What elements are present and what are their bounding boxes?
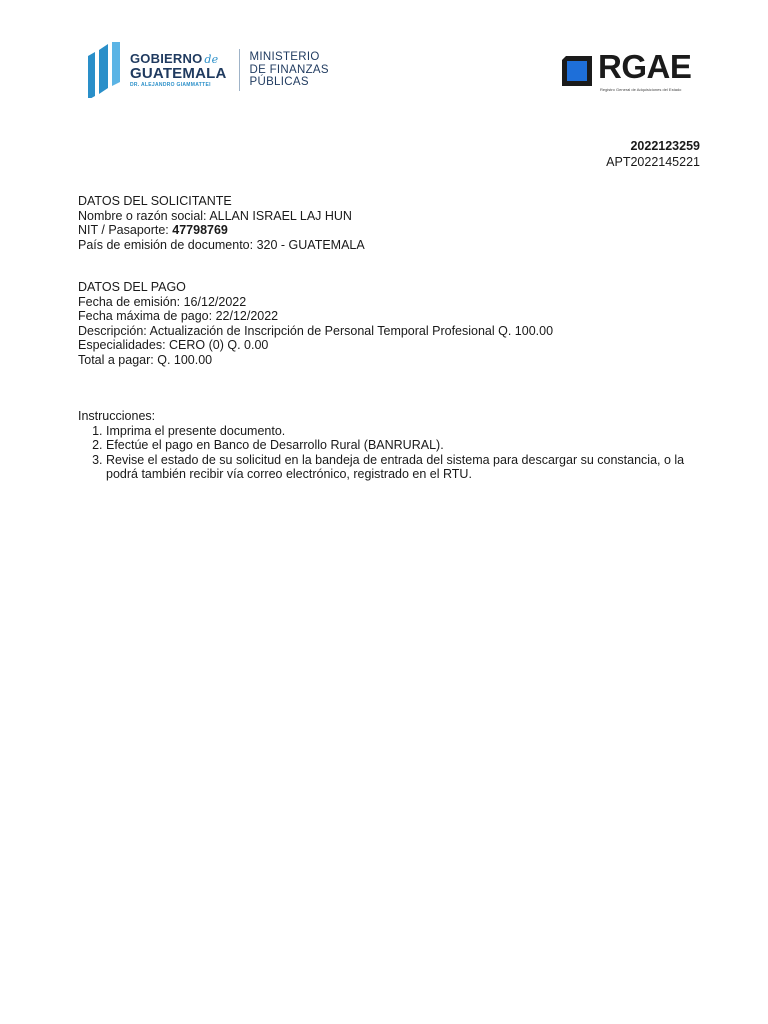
document-header (86, 40, 702, 102)
instructions-list (78, 424, 702, 482)
description-label: Descripción: (78, 323, 150, 338)
emission-date-row (78, 295, 702, 310)
country-value: 320 - GUATEMALA (256, 237, 365, 252)
instruction-item: 2. Efectúe el pago en Banco de Desarrollo Rural (BANRURAL). (106, 438, 702, 453)
pago-heading: DATOS DEL PAGO (78, 280, 186, 294)
emission-date-label: Fecha de emisión: (78, 294, 184, 309)
president-name: DR. ALEJANDRO GIAMMATTEI (130, 82, 211, 88)
gobierno-text: GOBIERNO (130, 51, 203, 66)
logo-divider (239, 49, 240, 91)
specialties-value: CERO (0) Q. 0.00 (169, 338, 269, 352)
nit-row (78, 223, 702, 238)
solicitante-heading: DATOS DEL SOLICITANTE (78, 194, 232, 208)
gobierno-de-text: de (204, 53, 219, 66)
description-row (78, 324, 702, 339)
gobierno-guatemala-logo (86, 42, 329, 98)
instructions-section (78, 409, 702, 482)
ministerio-line-1: MINISTERIO (249, 50, 320, 63)
max-date-row (78, 309, 702, 324)
guatemala-emblem-icon (86, 42, 124, 98)
solicitante-section (78, 194, 702, 252)
total-label: Total a pagar: (78, 352, 158, 367)
country-label: País de emisión de documento: (78, 237, 257, 252)
document-body (78, 194, 702, 482)
reference-block (606, 138, 700, 170)
max-date-label: Fecha máxima de pago: (78, 309, 216, 323)
gobierno-wordmark (130, 52, 227, 88)
instruction-item: 3. Revise el estado de su solicitud en la bandeja de entrada del sistema para descargar su constancia, o la podrá también recibir vía correo electrónico, registrado en el RTU. (106, 453, 702, 482)
guatemala-text: GUATEMALA (130, 65, 227, 82)
country-row (78, 238, 702, 253)
total-row (78, 353, 702, 368)
name-row (78, 209, 702, 224)
name-label: Nombre o razón social: (78, 208, 210, 223)
name-value: ALLAN ISRAEL LAJ HUN (209, 208, 352, 223)
instruction-item: 1. Imprima el presente documento. (106, 424, 702, 439)
max-date-value: 22/12/2022 (215, 309, 279, 323)
ministerio-line-3: PÚBLICAS (249, 76, 309, 89)
rgae-subtitle: Registro General de Adquisiciones del Estado (600, 87, 682, 92)
nit-value: 47798769 (172, 223, 228, 237)
instructions-heading: Instrucciones: (78, 409, 156, 423)
specialties-row (78, 338, 702, 353)
rgae-wordmark: RGAE (598, 48, 692, 85)
ministerio-line-2: DE FINANZAS (249, 63, 329, 76)
ministerio-finanzas-wordmark (250, 51, 329, 90)
nit-label: NIT / Pasaporte: (78, 223, 173, 237)
description-value: Actualización de Inscripción de Personal Temporal Profesional Q. 100.00 (149, 323, 554, 338)
emission-date-value: 16/12/2022 (183, 294, 247, 309)
reference-code: 2022123259 (630, 139, 700, 153)
application-code: APT2022145221 (606, 155, 700, 169)
total-value: Q. 100.00 (157, 352, 213, 367)
rgae-logo (560, 50, 702, 94)
specialties-label: Especialidades: (78, 338, 170, 352)
rgae-emblem-icon (560, 54, 594, 88)
pago-section (78, 280, 702, 367)
